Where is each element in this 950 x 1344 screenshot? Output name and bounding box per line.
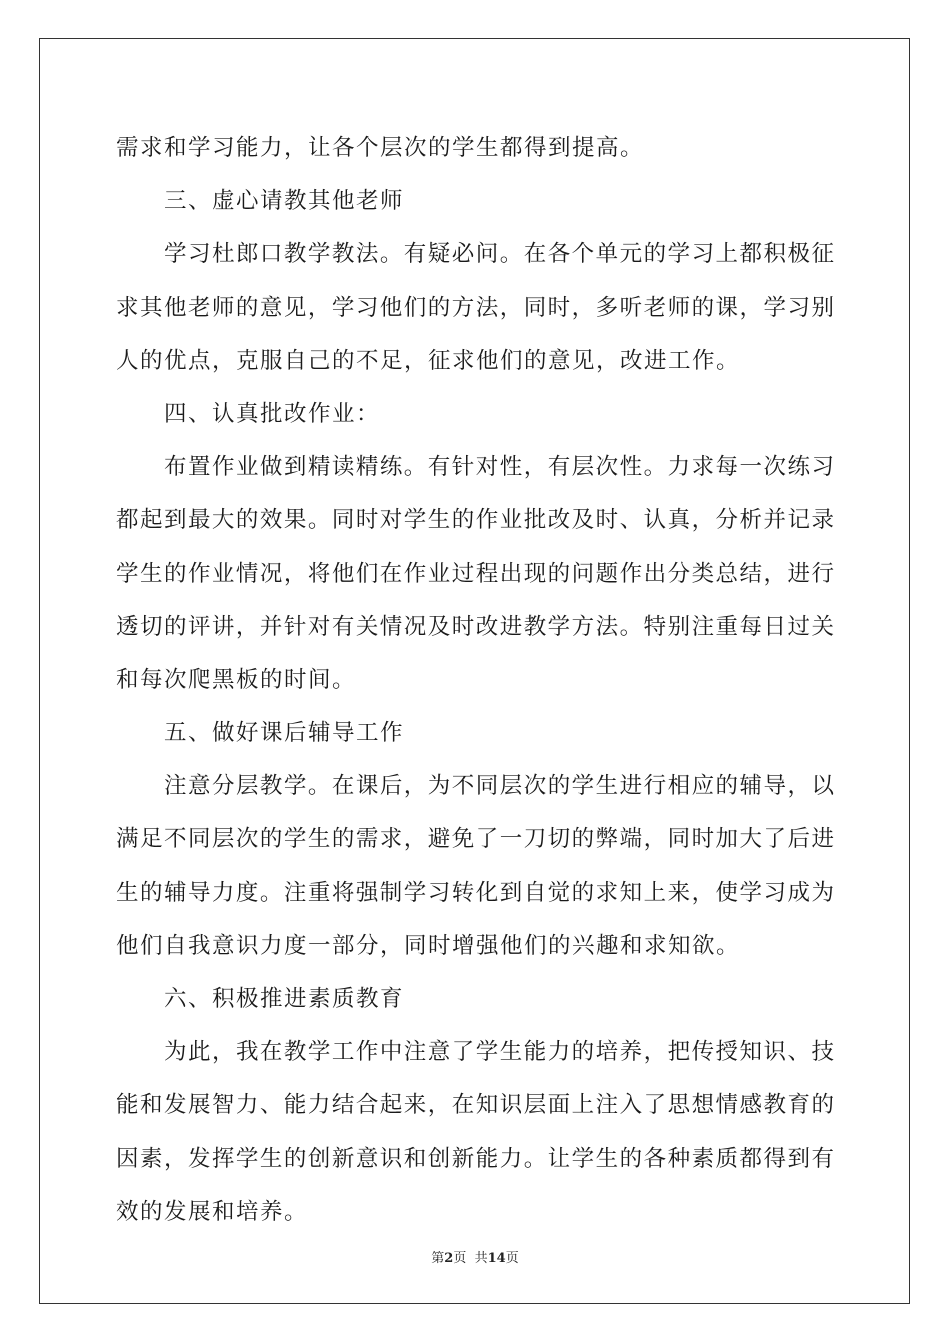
text-line: 学生的作业情况，将他们在作业过程出现的问题作出分类总结，进行 [116,560,834,587]
section-heading: 六、积极推进素质教育 [164,986,405,1012]
page-suffix: 页 [505,1251,519,1266]
text-line: 和每次爬黑板的时间。 [116,666,357,693]
text-line: 都起到最大的效果。同时对学生的作业批改及时、认真，分析并记录 [116,507,834,534]
page-number: 2 [444,1251,454,1266]
text-line: 人的优点，克服自己的不足，征求他们的意见，改进工作。 [116,347,741,374]
text-line: 他们自我意识力度一部分，同时增强他们的兴趣和求知欲。 [116,932,741,959]
page-prefix: 第 [431,1251,445,1266]
text-line: 因素，发挥学生的创新意识和创新能力。让学生的各种素质都得到有 [116,1145,834,1172]
text-line: 学习杜郎口教学教法。有疑必问。在各个单元的学习上都积极征 [164,241,834,268]
text-line: 能和发展智力、能力结合起来，在知识层面上注入了思想情感教育的 [116,1092,834,1119]
text-line: 求其他老师的意见，学习他们的方法，同时，多听老师的课，学习别 [116,294,834,321]
text-line: 为此，我在教学工作中注意了学生能力的培养，把传授知识、技 [164,1039,834,1066]
text-line: 生的辅导力度。注重将强制学习转化到自觉的求知上来，使学习成为 [116,879,834,906]
text-line: 透切的评讲，并针对有关情况及时改进教学方法。特别注重每日过关 [116,613,834,640]
text-line: 布置作业做到精读精练。有针对性，有层次性。力求每一次练习 [164,454,834,481]
section-heading: 五、做好课后辅导工作 [164,720,405,747]
document-body [116,122,834,1239]
section-heading: 四、认真批改作业： [164,400,381,427]
page-footer [0,1247,950,1266]
text-line: 满足不同层次的学生的需求，避免了一刀切的弊端，同时加大了后进 [116,826,834,853]
text-line: 需求和学习能力，让各个层次的学生都得到提高。 [116,135,645,161]
page-separator: 页 共 [453,1251,488,1266]
section-heading: 三、虚心请教其他老师 [164,188,405,215]
text-line: 效的发展和培养。 [116,1198,309,1225]
page-total: 14 [487,1251,506,1266]
text-line: 注意分层教学。在课后，为不同层次的学生进行相应的辅导，以 [164,773,834,800]
